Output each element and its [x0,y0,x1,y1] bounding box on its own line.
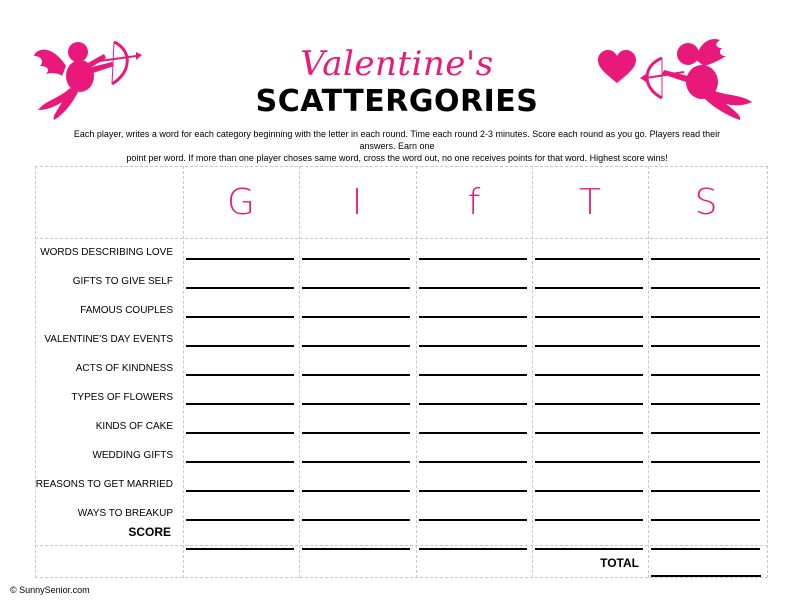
answer-line[interactable] [186,316,294,318]
answer-line[interactable] [419,461,527,463]
grid-hline [35,238,768,239]
answer-line[interactable] [651,258,760,260]
answer-line[interactable] [535,432,643,434]
answer-line[interactable] [186,287,294,289]
score-label: SCORE [128,525,171,539]
answer-line[interactable] [651,490,760,492]
score-line[interactable] [535,548,643,550]
answer-line[interactable] [535,403,643,405]
answer-line[interactable] [419,490,527,492]
answer-line[interactable] [419,374,527,376]
letter-header: G [227,182,255,223]
answer-line[interactable] [186,432,294,434]
answer-line[interactable] [535,374,643,376]
category-label: TYPES OF FLOWERS [71,392,173,403]
answer-line[interactable] [535,316,643,318]
answer-line[interactable] [302,345,410,347]
answer-line[interactable] [419,519,527,521]
category-label: WEDDING GIFTS [92,450,173,461]
letter-header: T [579,182,601,223]
answer-line[interactable] [302,316,410,318]
answer-line[interactable] [535,345,643,347]
score-line[interactable] [651,548,760,550]
category-label: GIFTS TO GIVE SELF [72,276,173,287]
instructions-line-2: point per word. If more than one player choses same word, cross the word out, no one receives points for that word. Highest score wins! [126,153,668,163]
category-label: WAYS TO BREAKUP [77,508,173,519]
letter-header: f [467,182,481,223]
score-line[interactable] [302,548,410,550]
answer-line[interactable] [302,461,410,463]
grid-vline [767,166,768,578]
answer-line[interactable] [186,258,294,260]
instructions-line-1: Each player, writes a word for each category beginning with the letter in each round. Time each round 2-3 minutes. Score each round as you go. Players read their answers. Earn one [73,129,721,151]
total-label: TOTAL [600,556,639,570]
grid-vline [416,166,417,578]
answer-line[interactable] [651,403,760,405]
answer-line[interactable] [302,287,410,289]
footer-copyright: © SunnySenior.com [10,585,90,595]
answer-line[interactable] [302,432,410,434]
grid-hline [35,545,768,546]
answer-line[interactable] [419,258,527,260]
answer-line[interactable] [302,374,410,376]
grid-hline [35,166,768,167]
answer-line[interactable] [535,258,643,260]
answer-line[interactable] [651,287,760,289]
page-title: SCATTERGORIES [255,84,539,119]
answer-line[interactable] [419,287,527,289]
answer-line[interactable] [419,403,527,405]
answer-line[interactable] [186,403,294,405]
category-label: FAMOUS COUPLES [80,305,173,316]
page-subtitle: Valentine's [300,44,494,84]
answer-line[interactable] [186,519,294,521]
answer-line[interactable] [302,403,410,405]
letter-header: I [351,182,363,223]
letter-header: S [694,182,718,223]
grid-vline [183,166,184,578]
answer-line[interactable] [535,519,643,521]
answer-line[interactable] [302,490,410,492]
category-label: ACTS OF KINDNESS [75,363,173,374]
answer-line[interactable] [419,432,527,434]
instructions [60,128,734,164]
category-label: REASONS TO GET MARRIED [35,479,173,490]
score-line[interactable] [186,548,294,550]
answer-line[interactable] [651,519,760,521]
scattergories-grid [35,166,768,578]
answer-line[interactable] [302,519,410,521]
total-line[interactable] [651,575,761,577]
answer-line[interactable] [535,287,643,289]
answer-line[interactable] [535,490,643,492]
answer-line[interactable] [651,432,760,434]
answer-line[interactable] [419,316,527,318]
answer-line[interactable] [302,258,410,260]
grid-vline [299,166,300,578]
answer-line[interactable] [651,345,760,347]
category-label: KINDS OF CAKE [95,421,173,432]
answer-line[interactable] [651,374,760,376]
score-line[interactable] [419,548,527,550]
answer-line[interactable] [186,374,294,376]
category-label: WORDS DESCRIBING LOVE [40,247,173,258]
answer-line[interactable] [535,461,643,463]
grid-hline [35,577,768,578]
category-label: VALENTINE'S DAY EVENTS [44,334,173,345]
grid-vline [648,166,649,578]
answer-line[interactable] [186,490,294,492]
grid-vline [532,166,533,578]
answer-line[interactable] [419,345,527,347]
answer-line[interactable] [186,345,294,347]
answer-line[interactable] [651,316,760,318]
answer-line[interactable] [186,461,294,463]
answer-line[interactable] [651,461,760,463]
